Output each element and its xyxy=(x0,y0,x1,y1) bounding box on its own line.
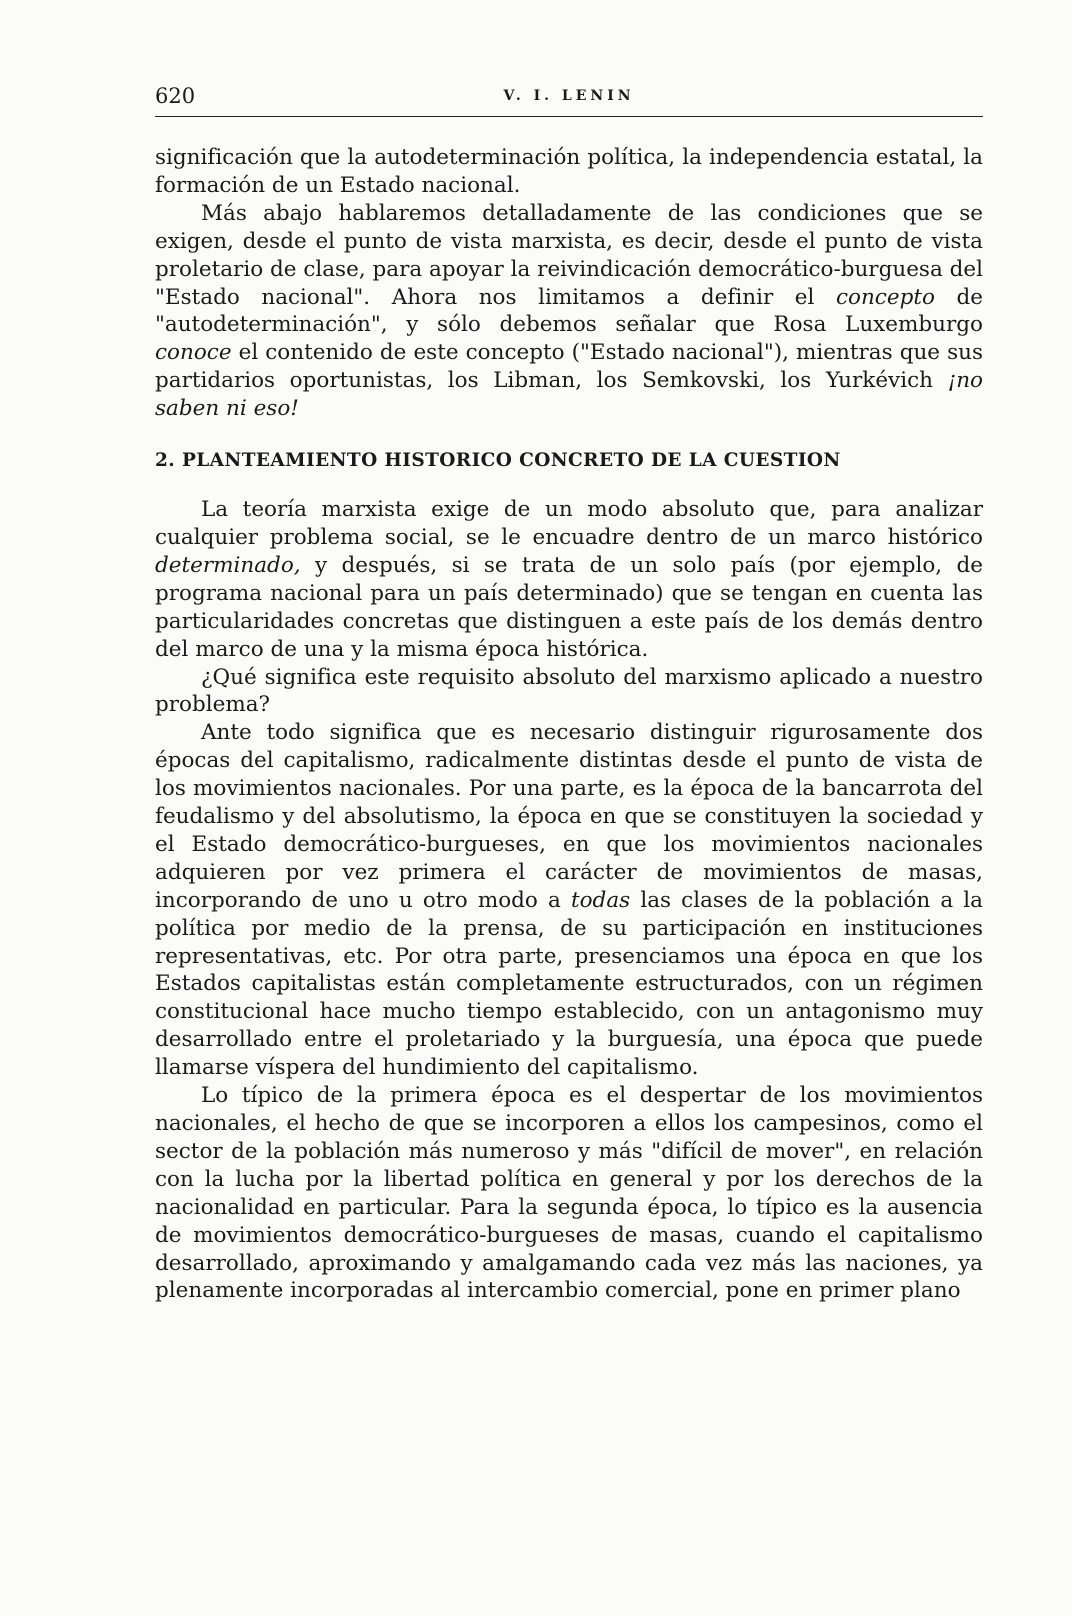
paragraph-text: Más abajo hablaremos detalladamente de las condiciones que se exigen, desde el punto de vista marxista, es decir, desde el punto de vista proletario de clase, para apoyar la reivindicación democrático-burguesa del "Estado nacional". Ahora nos limitamos a definir el xyxy=(155,200,983,310)
paragraph xyxy=(155,496,983,663)
paragraph xyxy=(155,1082,983,1305)
page-body xyxy=(155,144,983,1305)
emphasis: todas xyxy=(570,887,631,913)
paragraph-text: de "autodeterminación", y sólo debemos señalar que Rosa Luxemburgo xyxy=(155,284,983,338)
paragraph-text: el contenido de este concepto ("Estado nacional"), mientras que sus partidarios oportunistas, los Libman, los Semkovski, los Yurkévich xyxy=(155,340,983,394)
paragraph-text: La teoría marxista exige de un modo absoluto que, para analizar cualquier problema social, se le encuadre dentro de un marco histórico xyxy=(155,497,983,550)
paragraph xyxy=(155,719,983,1082)
emphasis: ¡no saben ni eso! xyxy=(155,368,983,422)
page-header xyxy=(155,84,983,117)
page-number: 620 xyxy=(155,84,196,108)
paragraph-text: Ante todo significa que es necesario distinguir rigurosamente dos épocas del capitalismo, radicalmente distintas desde el punto de vista de los movimientos nacionales. Por una parte, es la época de la bancarrota del feudalismo y del absolutismo, la época en que se constituyen la sociedad y el Estado democrático-burgueses, en que los movimientos nacionales adquieren por vez primera el carácter de movimientos de masas, incorporando de uno u otro modo a xyxy=(155,720,983,913)
emphasis: determinado, xyxy=(155,552,301,578)
emphasis: concepto xyxy=(835,284,935,310)
paragraph-text: ¿Qué significa este requisito absoluto del marxismo aplicado a nuestro problema? xyxy=(155,664,983,718)
paragraph-text: Lo típico de la primera época es el despertar de los movimientos nacionales, el hecho de que se incorporen a ellos los campesinos, como el sector de la población más numeroso y más "difícil de mover", en relación con la lucha por la libertad política en general y por los derechos de la nacionalidad en particular. Para la segunda época, lo típico es la ausencia de movimientos democrático-burgueses de masas, cuando el capitalismo desarrollado, aproximando y amalgamando cada vez más las naciones, ya plenamente incorporadas al intercambio comercial, pone en primer plano xyxy=(155,1083,983,1304)
emphasis: conoce xyxy=(155,340,232,366)
section-heading: 2. PLANTEAMIENTO HISTORICO CONCRETO DE LA CUESTION xyxy=(155,450,841,472)
paragraph-text: y después, si se trata de un solo país (por ejemplo, de programa nacional para un país determinado) que se tengan en cuenta las particularidades concretas que distinguen a este país de los demás dentro del marco de una y la misma época histórica. xyxy=(155,552,983,662)
paragraph xyxy=(155,144,983,200)
paragraph-text: significación que la autodeterminación política, la independencia estatal, la formación de un Estado nacional. xyxy=(155,145,983,198)
paragraph xyxy=(155,664,983,720)
running-head: V. I. LENIN xyxy=(503,88,635,104)
paragraph-text: las clases de la población a la política por medio de la prensa, de su participación en instituciones representativas, etc. Por otra parte, presenciamos una época en que los Estados capitalistas están completamente estructurados, con un régimen constitucional hace mucho tiempo establecido, con un antagonismo muy desarrollado entre el proletariado y la burguesía, una época que puede llamarse víspera del hundimiento del capitalismo. xyxy=(155,887,983,1081)
paragraph xyxy=(155,200,983,423)
